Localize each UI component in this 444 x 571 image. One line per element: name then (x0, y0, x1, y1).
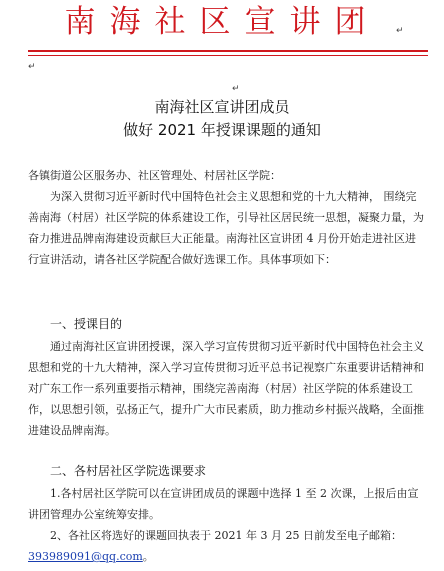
notice-title-line2: 做好 2021 年授课课题的通知 (123, 121, 321, 139)
section2-heading: 二、各村居社区学院选课要求 (50, 464, 207, 478)
section1-body: 通过南海社区宣讲团授课，深入学习宣传贯彻习近平新时代中国特色社会主义思想和党的十九大精神，深入学习宣传贯彻习近平总书记视察广东重要讲话精神和对广东工作一系列重要指示精神，围绕完善南海（村居）社区学院的体系建设工作，以思想引领，弘扬正气，提升广大市民素质，助力推动乡村振兴战略，全面推进建设品牌南海。 (28, 340, 424, 437)
section2-item2-text: 2、各社区将选好的课题回执表于 2021 年 3 月 25 日前发至电子邮箱： (50, 529, 402, 542)
section2-item2-tail: 。 (142, 550, 154, 563)
notice-title-line1: 南海社区宣讲团成员 (154, 98, 290, 116)
masthead-rule-thin (28, 55, 428, 56)
masthead-title: 南海社区宣讲团 (64, 4, 380, 40)
paragraph-mark: ↵ (396, 26, 404, 36)
section1-heading: 一、授课目的 (50, 317, 123, 331)
masthead-rule-thick (28, 50, 428, 52)
intro-paragraph: 为深入贯彻习近平新时代中国特色社会主义思想和党的十九大精神， 围绕完善南海（村居）社区学院的体系建设工作，引导社区居民统一思想，凝聚力量，为奋力推进品牌南海建设贡献巨大正能量。南海社区宣讲团 4 月份开始走进社区进行宣讲活动，请各社区学院配合做好选课工作。具体事项如下： (28, 190, 424, 266)
paragraph-mark: ↵ (232, 84, 240, 94)
section2-item2 (28, 525, 426, 567)
section2-item1: 1.各村居社区学院可以在宣讲团成员的课题中选择 1 至 2 次课，上报后由宣讲团管理办公室统筹安排。 (28, 487, 419, 521)
paragraph-mark: ↵ (28, 62, 36, 72)
email-link[interactable]: 393989091@qq.com (28, 550, 143, 563)
greeting: 各镇街道公区服务办、社区管理处、村居社区学院： (28, 169, 281, 182)
